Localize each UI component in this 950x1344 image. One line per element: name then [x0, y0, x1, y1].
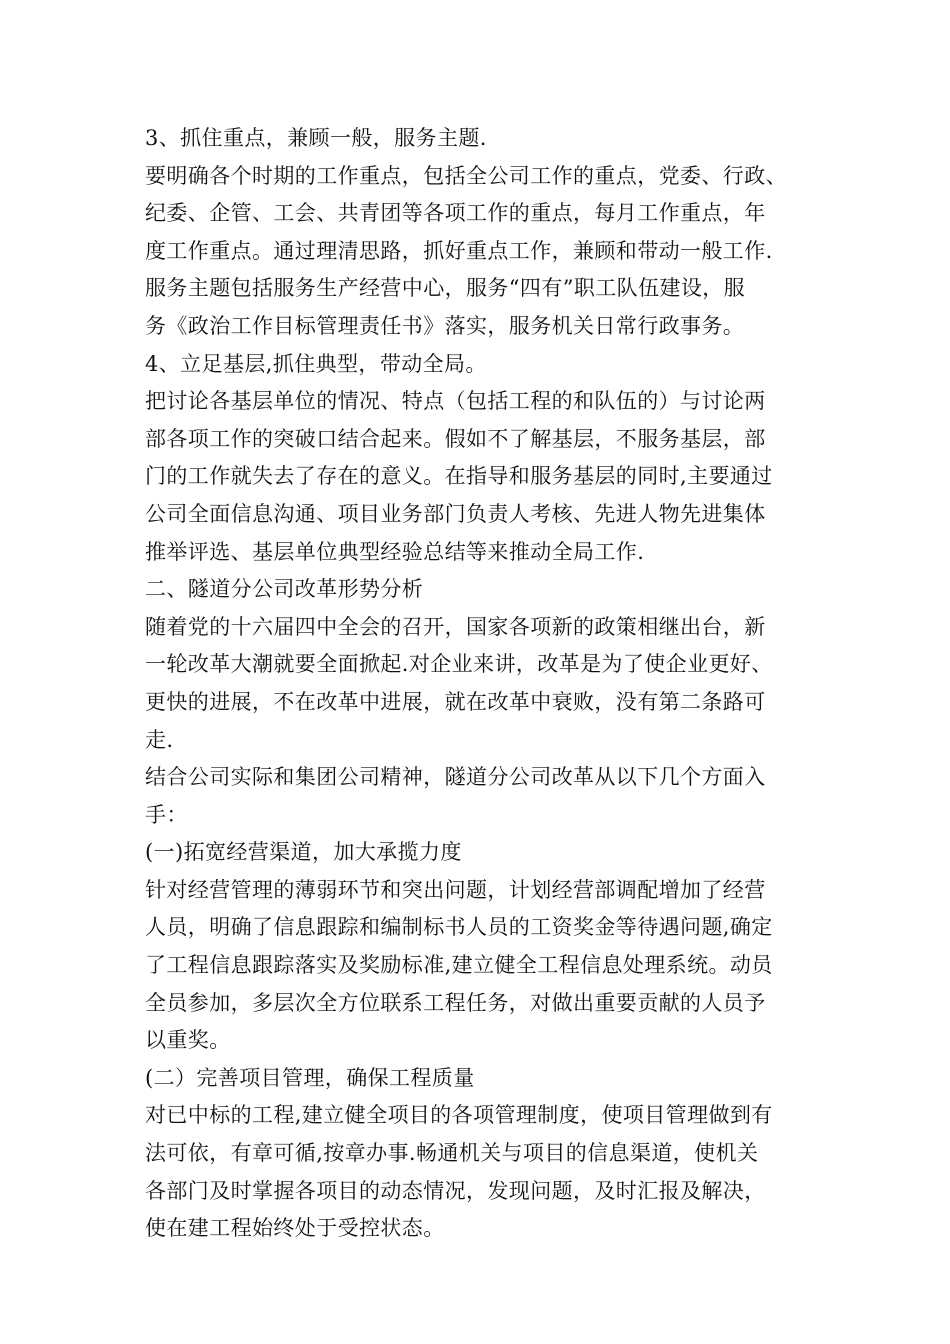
paragraph-line: 务《政治工作目标管理责任书》落实，服务机关日常行政事务。 — [145, 313, 745, 338]
paragraph-line: 以重奖。 — [145, 1028, 231, 1053]
paragraph-line: 更快的进展，不在改革中进展，就在改革中衰败，没有第二条路可 — [145, 689, 766, 714]
paragraph-line: 走. — [145, 727, 174, 752]
subheading-2-project-management: (二）完善项目管理，确保工程质量 — [145, 1065, 475, 1090]
paragraph-line: 要明确各个时期的工作重点，包括全公司工作的重点，党委、行政、 — [145, 163, 787, 188]
paragraph-line: 公司全面信息沟通、项目业务部门负责人考核、先进人物先进集体 — [145, 501, 766, 526]
paragraph-line: 把讨论各基层单位的情况、特点（包括工程的和队伍的）与讨论两 — [145, 389, 766, 414]
heading-4-grassroots: 4、立足基层,抓住典型，带动全局。 — [145, 351, 487, 376]
paragraph-line: 人员，明确了信息跟踪和编制标书人员的工资奖金等待遇问题,确定 — [145, 915, 773, 940]
paragraph-line: 度工作重点。通过理清思路，抓好重点工作，兼顾和带动一般工作. — [145, 238, 773, 263]
paragraph-line: 使在建工程始终处于受控状态。 — [145, 1216, 445, 1241]
paragraph-line: 结合公司实际和集团公司精神，隧道分公司改革从以下几个方面入 — [145, 765, 766, 790]
paragraph-line: 对已中标的工程,建立健全项目的各项管理制度，使项目管理做到有 — [145, 1103, 773, 1128]
paragraph-line: 随着党的十六届四中全会的召开，国家各项新的政策相继出台，新 — [145, 614, 766, 639]
paragraph-line: 部各项工作的突破口结合起来。假如不了解基层，不服务基层，部 — [145, 426, 766, 451]
section-heading-reform-analysis: 二、隧道分公司改革形势分析 — [145, 577, 424, 602]
paragraph-line: 各部门及时掌握各项目的动态情况，发现问题，及时汇报及解决， — [145, 1178, 766, 1203]
paragraph-line: 法可依，有章可循,按章办事.畅通机关与项目的信息渠道，使机关 — [145, 1141, 759, 1166]
subheading-1-business-channels: (一)拓宽经营渠道，加大承揽力度 — [145, 840, 462, 865]
paragraph-line: 手： — [145, 802, 188, 827]
paragraph-line: 全员参加，多层次全方位联系工程任务，对做出重要贡献的人员予 — [145, 990, 766, 1015]
paragraph-line: 推举评选、基层单位典型经验总结等来推动全局工作. — [145, 539, 645, 564]
heading-3-focus-key-points: 3、抓住重点，兼顾一般，服务主题. — [145, 126, 487, 150]
paragraph-line: 了工程信息跟踪落实及奖励标准,建立健全工程信息处理系统。动员 — [145, 953, 773, 978]
paragraph-line: 纪委、企管、工会、共青团等各项工作的重点，每月工作重点，年 — [145, 201, 766, 226]
paragraph-line: 一轮改革大潮就要全面掀起.对企业来讲，改革是为了使企业更好、 — [145, 652, 773, 677]
paragraph-line: 服务主题包括服务生产经营中心，服务“四有”职工队伍建设，服 — [145, 276, 746, 301]
paragraph-line: 针对经营管理的薄弱环节和突出问题，计划经营部调配增加了经营 — [145, 877, 766, 902]
paragraph-line: 门的工作就失去了存在的意义。在指导和服务基层的同时,主要通过 — [145, 464, 773, 489]
document-body — [145, 120, 835, 1248]
